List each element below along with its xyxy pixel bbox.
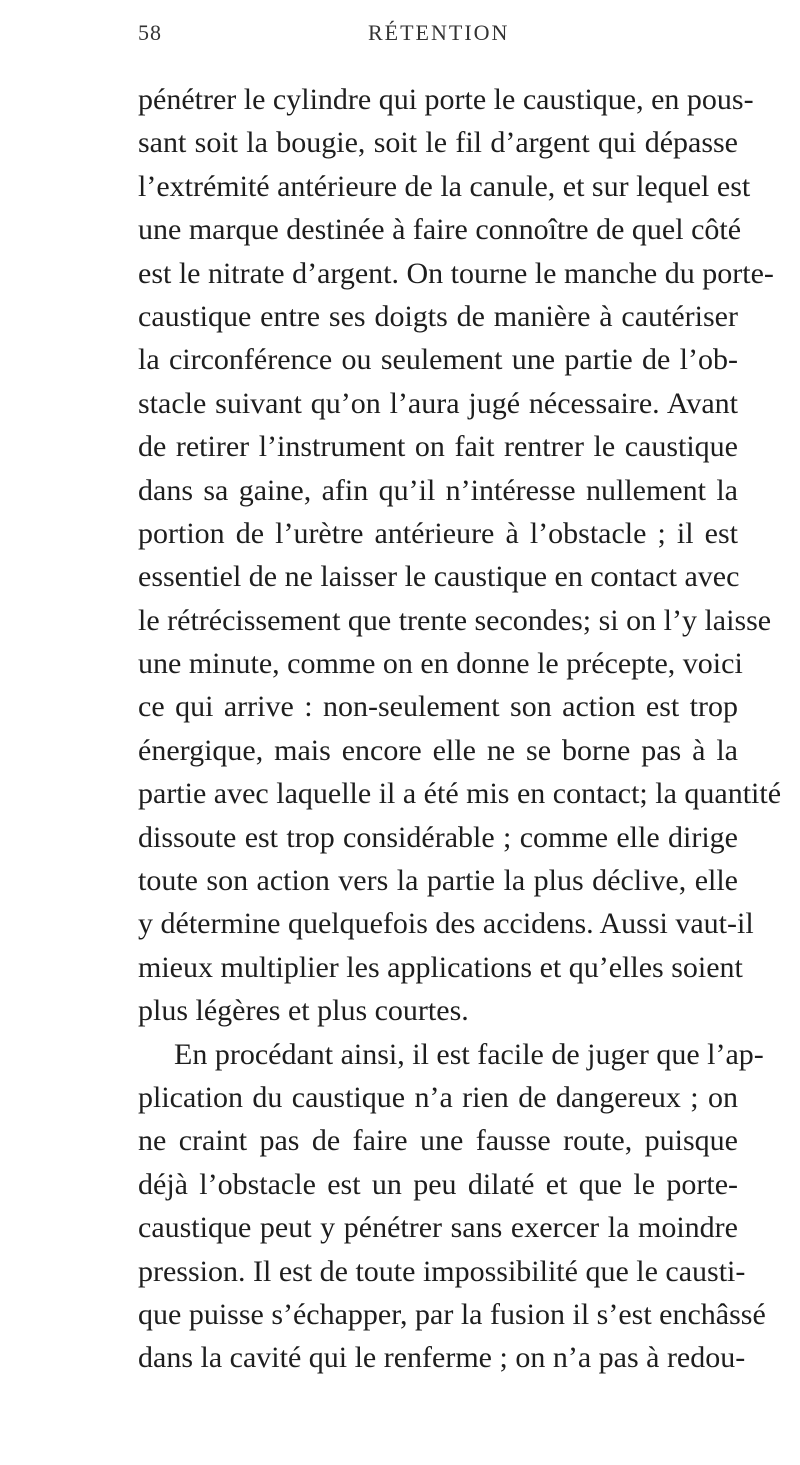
text-line: le rétrécissement que trente secondes; si on l’y laisse: [138, 603, 772, 637]
text-line: une marque destinée à faire connoître de quel côté: [138, 213, 742, 247]
text-line: déjà l’obstacle est un peu dilaté et que le porte-: [138, 1167, 738, 1201]
text-line: caustique peut y pénétrer sans exercer la moindre: [138, 1211, 738, 1245]
running-title: RÉTENTION: [368, 20, 510, 45]
text-line: que puisse s’échapper, par la fusion il s’est enchâssé: [138, 1297, 766, 1331]
text-line: sant soit la bougie, soit le fil d’argent qui dépasse: [138, 126, 738, 160]
text-line: portion de l’urètre antérieure à l’obstacle ; il est: [138, 516, 738, 550]
text-line: caustique entre ses doigts de manière à cautériser: [138, 299, 738, 333]
text-line: pénétrer le cylindre qui porte le caustique, en pous-: [138, 83, 754, 116]
text-line: la circonférence ou seulement une partie de l’ob-: [138, 343, 738, 377]
text-line: ne craint pas de faire une fausse route, puisque: [138, 1124, 738, 1158]
text-line: stacle suivant qu’on l’aura jugé nécessaire. Avant: [138, 386, 738, 420]
text-line: En procédant ainsi, il est facile de juger que l’ap-: [174, 1037, 764, 1071]
page-number: 58: [138, 20, 162, 45]
text-line: une minute, comme on en donne le précepte, voici: [138, 647, 743, 681]
text-line: dans sa gaine, afin qu’il n’intéresse nullement la: [138, 473, 738, 507]
text-line: pression. Il est de toute impossibilité que le causti-: [138, 1254, 746, 1288]
text-line: essentiel de ne laisser le caustique en contact avec: [138, 560, 740, 594]
text-line: de retirer l’instrument on fait rentrer le caustique: [138, 430, 738, 464]
text-line: l’extrémité antérieure de la canule, et sur lequel est: [138, 169, 751, 203]
text-line: partie avec laquelle il a été mis en contact; la quantité: [138, 777, 782, 811]
text-line: ce qui arrive : non-seulement son action est trop: [138, 690, 738, 724]
text-line: plus légères et plus courtes.: [138, 994, 469, 1028]
text-line: y détermine quelquefois des accidens. Aussi vaut-il: [138, 907, 754, 941]
text-line: plication du caustique n’a rien de dangereux ; on: [138, 1080, 738, 1114]
body-text: [138, 78, 782, 1380]
text-line: est le nitrate d’argent. On tourne le manche du porte-: [138, 256, 774, 290]
running-head: [138, 20, 738, 60]
text-line: énergique, mais encore elle ne se borne pas à la: [138, 733, 738, 767]
text-line: mieux multiplier les applications et qu’elles soient: [138, 950, 743, 984]
text-line: dans la cavité qui le renferme ; on n’a pas à redou-: [138, 1341, 746, 1375]
text-line: dissoute est trop considérable ; comme elle dirige: [138, 820, 738, 854]
text-line: toute son action vers la partie la plus déclive, elle: [138, 864, 738, 898]
